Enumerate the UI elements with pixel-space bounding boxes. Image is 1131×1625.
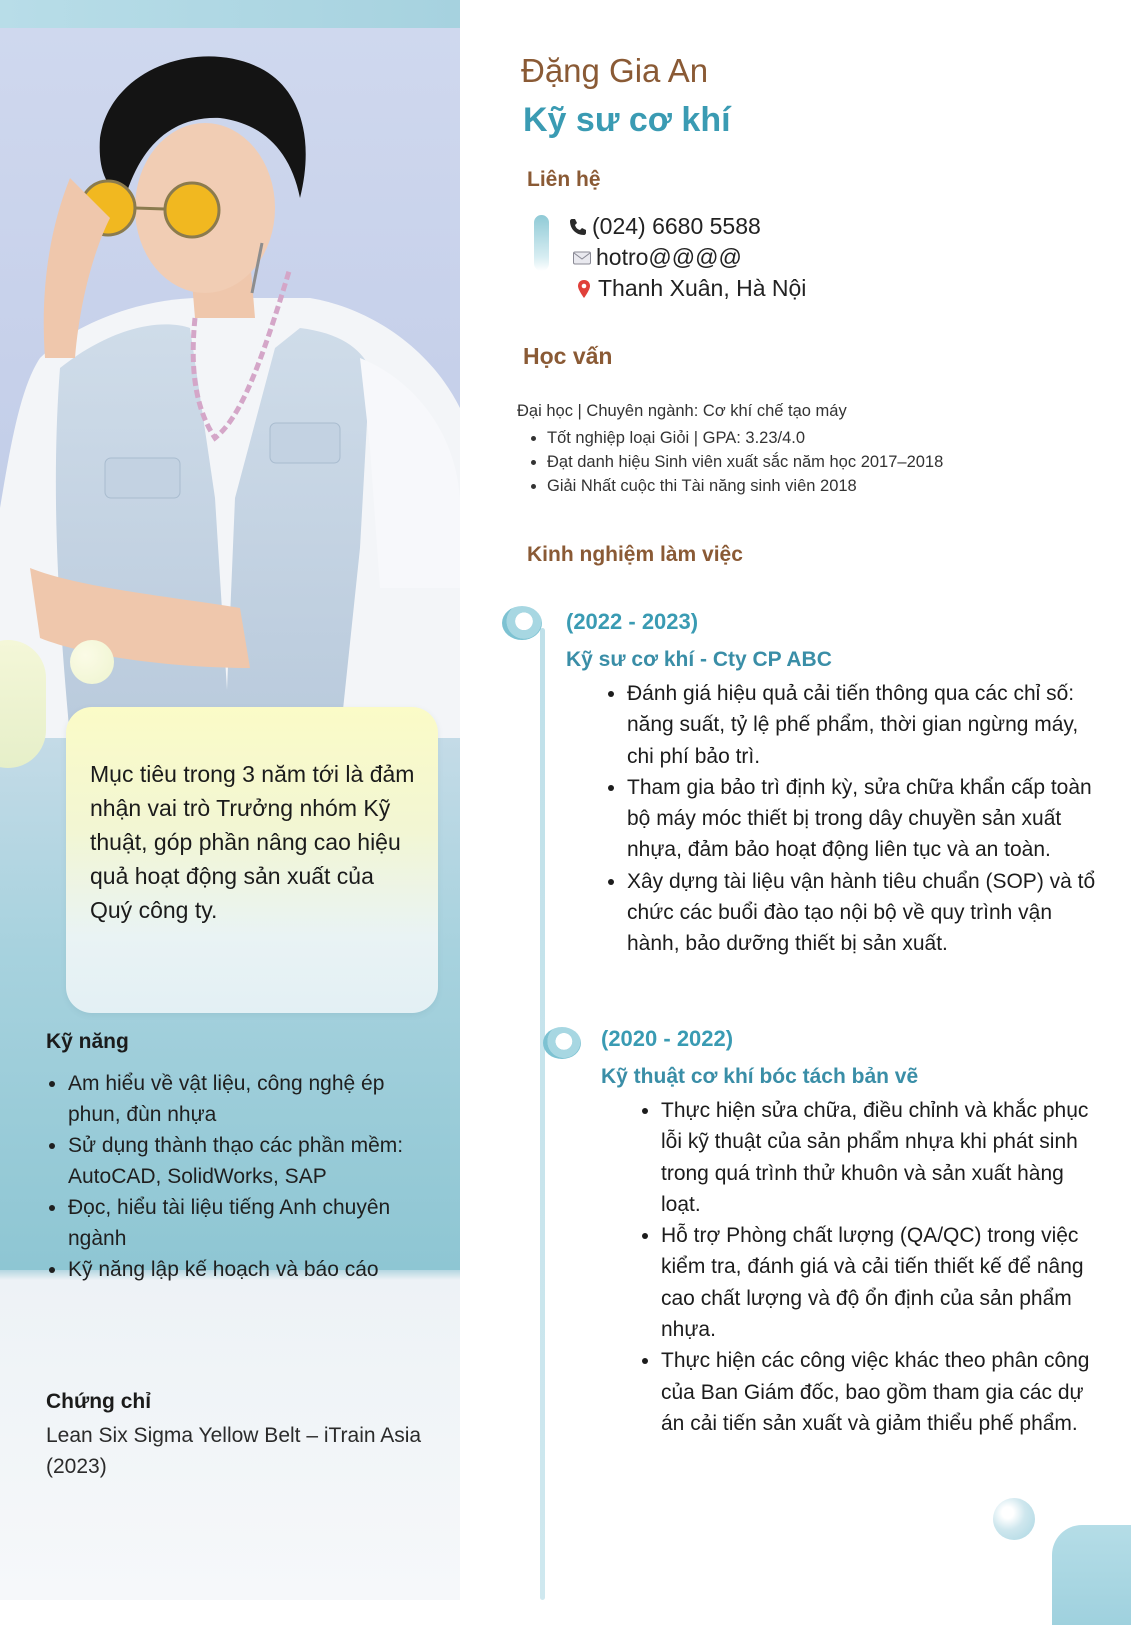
job-period: (2022 - 2023) [566,609,699,634]
job-entry [566,608,1096,960]
envelope-icon [572,248,592,268]
candidate-role: Kỹ sư cơ khí [523,101,731,139]
job-duties-list [601,1095,1096,1439]
skill-item: • Kỹ năng lập kế hoạch và báo cáo [68,1254,426,1285]
job-duty: • Thực hiện sửa chữa, điều chỉnh và khắc phục lỗi kỹ thuật của sản phẩm nhựa khi phát sinh trong quá trình thử khuôn và sản xuất hàng loạt. [661,1095,1096,1220]
timeline-line [540,628,545,1600]
map-pin-icon [574,279,594,299]
certificate-text: Lean Six Sigma Yellow Belt – iTrain Asia (2023) [46,1424,422,1478]
job-duty: • Đánh giá hiệu quả cải tiến thông qua các chỉ số: năng suất, tỷ lệ phế phẩm, thời gian ngừng máy, chi phí bảo trì. [627,678,1096,772]
education-item: • Giải Nhất cuộc thi Tài năng sinh viên 2018 [547,474,1077,498]
decorative-corner-block [1052,1525,1131,1625]
job-position: Kỹ thuật cơ khí bóc tách bản vẽ [601,1065,919,1088]
address-text: Thanh Xuân, Hà Nội [598,275,807,301]
objective-card [66,707,438,1013]
job-duty: • Thực hiện các công việc khác theo phân công của Ban Giám đốc, bao gồm tham gia các dự án cải tiến sản xuất và giảm thiểu phế phẩm. [661,1345,1096,1439]
contact-email [572,244,742,271]
experience-title: Kinh nghiệm làm việc [527,543,743,566]
phone-icon [568,217,588,237]
decorative-bubble [0,640,46,768]
education-item: • Tốt nghiệp loại Giỏi | GPA: 3.23/4.0 [547,426,1077,450]
job-period: (2020 - 2022) [601,1026,734,1051]
contact-accent-bar [534,215,549,271]
decorative-bubble [993,1498,1035,1540]
skill-item: • Đọc, hiểu tài liệu tiếng Anh chuyên ngành [68,1192,426,1254]
skills-list [46,1068,426,1285]
contact-phone [568,213,761,240]
profile-photo [0,28,460,738]
top-accent-strip [0,0,460,28]
skill-item: • Am hiểu về vật liệu, công nghệ ép phun, đùn nhựa [68,1068,426,1130]
education-title: Học vấn [523,343,613,369]
candidate-name: Đặng Gia An [521,52,709,89]
timeline-dot [502,606,542,640]
decorative-bubble [70,640,114,684]
left-sidebar [0,0,460,1600]
job-position: Kỹ sư cơ khí - Cty CP ABC [566,648,832,671]
contact-title: Liên hệ [527,168,601,191]
skill-item: • Sử dụng thành thạo các phần mềm: AutoCAD, SolidWorks, SAP [68,1130,426,1192]
job-duty: • Xây dựng tài liệu vận hành tiêu chuẩn (SOP) và tổ chức các buổi đào tạo nội bộ về quy trình vận hành, bảo dưỡng thiết bị sản xuất. [627,866,1096,960]
phone-text: (024) 6680 5588 [592,213,761,239]
job-duty: • Tham gia bảo trì định kỳ, sửa chữa khẩn cấp toàn bộ máy móc thiết bị trong dây chuyền sản xuất nhựa, đảm bảo hoạt động liên tục và an toàn. [627,772,1096,866]
certificates-section [46,1390,426,1482]
certificates-title: Chứng chỉ [46,1390,152,1413]
contact-address [574,275,806,302]
education-list [517,426,1077,498]
skills-section [46,1030,426,1285]
job-entry [601,1025,1096,1439]
timeline-dot [543,1027,581,1059]
education-section [517,400,1077,498]
job-duty: • Hỗ trợ Phòng chất lượng (QA/QC) trong việc kiểm tra, đánh giá và cải tiến thiết kế để nâng cao chất lượng và độ ổn định của sản phẩm nhựa. [661,1220,1096,1345]
education-header: Đại học | Chuyên ngành: Cơ khí chế tạo máy [517,402,847,420]
education-item: • Đạt danh hiệu Sinh viên xuất sắc năm học 2017–2018 [547,450,1077,474]
job-duties-list [566,678,1096,960]
objective-text: Mục tiêu trong 3 năm tới là đảm nhận vai trò Trưởng nhóm Kỹ thuật, góp phần nâng cao hiệu quả hoạt động sản xuất của Quý công ty. [90,761,415,923]
email-text: hotro@@@@ [596,244,742,270]
skills-title: Kỹ năng [46,1030,129,1053]
